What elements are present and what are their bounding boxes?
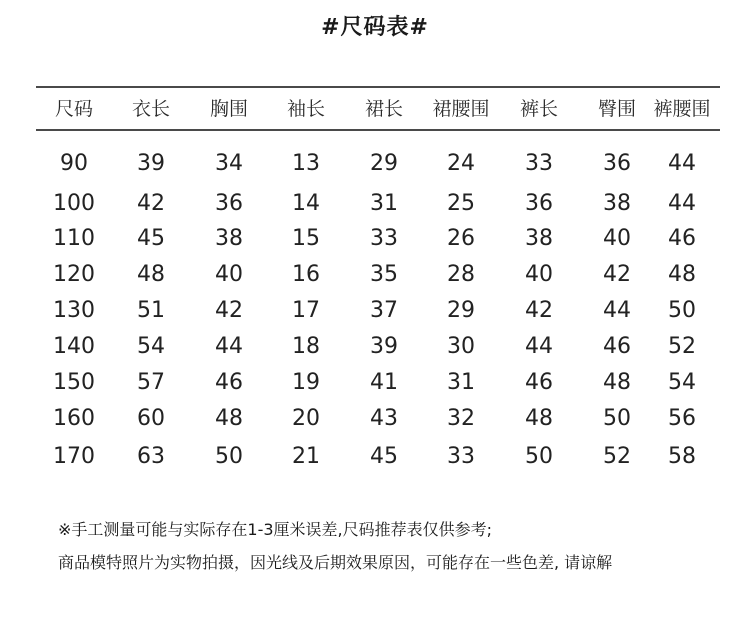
table-cell: 41 [370, 370, 398, 395]
table-cell: 37 [370, 298, 398, 323]
header-top-length: 衣长 [131, 98, 170, 120]
table-cell: 57 [137, 370, 165, 395]
table-cell: 48 [215, 406, 243, 431]
table-cell: 13 [292, 151, 320, 176]
table-cell: 130 [53, 298, 95, 323]
header-skirt-length: 裙长 [364, 98, 403, 120]
note-color-difference: 商品模特照片为实物拍摄，因光线及后期效果原因，可能存在一些色差, 请谅解 [58, 553, 613, 572]
table-cell: 21 [292, 444, 320, 469]
table-cell: 31 [447, 370, 475, 395]
table-cell: 54 [668, 370, 696, 395]
table-cell: 40 [525, 262, 553, 287]
table-cell: 39 [137, 151, 165, 176]
table-cell: 54 [137, 334, 165, 359]
header-hip: 臀围 [597, 98, 636, 120]
table-cell: 30 [447, 334, 475, 359]
table-cell: 45 [370, 444, 398, 469]
header-skirt-waist: 裙腰围 [432, 98, 490, 120]
table-cell: 56 [668, 406, 696, 431]
table-cell: 33 [370, 226, 398, 251]
table-cell: 19 [292, 370, 320, 395]
table-cell: 63 [137, 444, 165, 469]
table-cell: 29 [447, 298, 475, 323]
table-cell: 34 [215, 151, 243, 176]
table-cell: 16 [292, 262, 320, 287]
table-cell: 48 [603, 370, 631, 395]
table-cell: 160 [53, 406, 95, 431]
table-cell: 52 [603, 444, 631, 469]
table-cell: 50 [603, 406, 631, 431]
table-cell: 28 [447, 262, 475, 287]
table-cell: 17 [292, 298, 320, 323]
table-header-rule [36, 129, 720, 131]
table-cell: 32 [447, 406, 475, 431]
table-cell: 44 [668, 151, 696, 176]
table-cell: 100 [53, 191, 95, 216]
table-cell: 24 [447, 151, 475, 176]
table-cell: 26 [447, 226, 475, 251]
table-cell: 60 [137, 406, 165, 431]
table-cell: 170 [53, 444, 95, 469]
table-cell: 36 [215, 191, 243, 216]
note-measurement: ※手工测量可能与实际存在1-3厘米误差,尺码推荐表仅供参考; [58, 520, 493, 539]
table-cell: 35 [370, 262, 398, 287]
table-cell: 52 [668, 334, 696, 359]
table-cell: 36 [603, 151, 631, 176]
table-cell: 29 [370, 151, 398, 176]
header-size: 尺码 [54, 98, 93, 120]
table-cell: 58 [668, 444, 696, 469]
table-cell: 50 [215, 444, 243, 469]
table-cell: 90 [60, 151, 88, 176]
table-cell: 44 [668, 191, 696, 216]
table-top-rule [36, 86, 720, 88]
table-cell: 150 [53, 370, 95, 395]
notes [58, 519, 612, 585]
table-cell: 120 [53, 262, 95, 287]
table-cell: 42 [215, 298, 243, 323]
table-cell: 45 [137, 226, 165, 251]
table-cell: 38 [603, 191, 631, 216]
table-cell: 48 [525, 406, 553, 431]
table-cell: 40 [603, 226, 631, 251]
table-cell: 46 [668, 226, 696, 251]
table-cell: 15 [292, 226, 320, 251]
table-cell: 39 [370, 334, 398, 359]
table-cell: 44 [603, 298, 631, 323]
table-cell: 36 [525, 191, 553, 216]
table-cell: 110 [53, 226, 95, 251]
table-cell: 51 [137, 298, 165, 323]
table-cell: 25 [447, 191, 475, 216]
table-cell: 50 [525, 444, 553, 469]
table-cell: 38 [525, 226, 553, 251]
table-cell: 33 [525, 151, 553, 176]
table-cell: 48 [137, 262, 165, 287]
page-title: #尺码表# [321, 15, 429, 40]
table-cell: 20 [292, 406, 320, 431]
table-cell: 44 [525, 334, 553, 359]
table-cell: 46 [215, 370, 243, 395]
table-cell: 46 [525, 370, 553, 395]
table-cell: 18 [292, 334, 320, 359]
table-cell: 33 [447, 444, 475, 469]
header-pants-length: 裤长 [519, 98, 558, 120]
header-sleeve-length: 袖长 [286, 98, 325, 120]
table-cell: 42 [525, 298, 553, 323]
header-pants-waist: 裤腰围 [653, 98, 711, 120]
table-cell: 48 [668, 262, 696, 287]
table-cell: 46 [603, 334, 631, 359]
table-cell: 44 [215, 334, 243, 359]
table-cell: 31 [370, 191, 398, 216]
table-cell: 50 [668, 298, 696, 323]
table-cell: 38 [215, 226, 243, 251]
table-cell: 40 [215, 262, 243, 287]
table-cell: 14 [292, 191, 320, 216]
table-cell: 42 [603, 262, 631, 287]
table-cell: 42 [137, 191, 165, 216]
table-cell: 43 [370, 406, 398, 431]
header-chest: 胸围 [209, 98, 248, 120]
table-cell: 140 [53, 334, 95, 359]
